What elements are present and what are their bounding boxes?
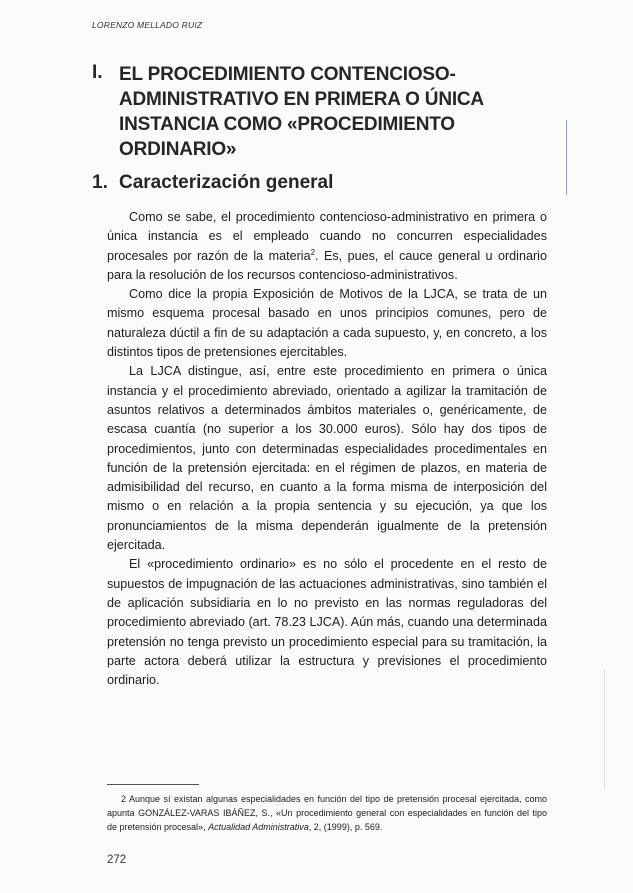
paragraph: La LJCA distingue, así, entre este procedimiento en primera o única instancia y el procedimiento abreviado, orientado a agilizar la tramitación de asuntos relativos a determinados ámbitos materiales o, genéricamente, de escasa cuantía (no superior a los 30.000 euros). Sólo hay dos tipos de procedimientos, junto con determinadas especialidades procedimentales en función de la pretensión ejercitada: en el régimen de plazos, en materia de admisibilidad del recurso, en cuanto a la forma misma de interposición del mismo o en relación a la propia sentencia y su ejecución, ya que los pronunciamientos de la misma dependerán igualmente de la pretensión ejercitada.: [107, 364, 547, 553]
paragraph: Como dice la propia Exposición de Motivos de la LJCA, se trata de un mismo esquema procesal basado en unos principios comunes, pero de naturaleza dúctil a fin de su adaptación a cada supuesto, y, en concreto, a los distintos tipos de pretensiones ejercitables.: [107, 287, 547, 360]
section-number: 1.: [92, 172, 108, 193]
running-head: LORENZO MELLADO RUIZ: [92, 20, 203, 30]
footnote: [107, 792, 547, 834]
footnote-number: 2: [121, 794, 127, 804]
footnote-reference[interactable]: 2: [310, 247, 316, 257]
chapter-number: I.: [92, 62, 103, 83]
chapter-title: EL PROCEDIMIENTO CONTENCIOSO-ADMINISTRATIVO EN PRIMERA O ÚNICA INSTANCIA COMO «PROCEDIMIENTO ORDINARIO»: [119, 64, 484, 160]
footnote-text: Aunque sí existan algunas especialidades en función del tipo de pretensión procesal ejercitada, como apunta GONZÁLEZ-VARAS IBÁÑEZ, S., «Un procedimiento general con especialidades en función del tipo de pretensión procesal»,: [107, 794, 547, 832]
paragraph-text: . Es, pues, el cauce general u ordinario para la resolución de los recursos contencioso-administrativos.: [107, 248, 547, 282]
paragraph-text: Como se sabe, el procedimiento contencioso-administrativo en primera o única instancia es el empleado cuando no concurren especialidades procesales por razón de la materia: [107, 210, 547, 263]
paragraph: [107, 208, 547, 285]
chapter-heading: [92, 62, 572, 162]
section-title: Caracterización general: [119, 172, 334, 193]
page-edge-shadow: [604, 670, 605, 790]
body-text: [107, 208, 547, 690]
margin-mark: [566, 120, 567, 195]
page-number: 272: [107, 854, 127, 866]
footnote-journal: Actualidad Administrativa: [208, 822, 309, 832]
section-heading: [92, 172, 333, 194]
footnote-separator: [107, 784, 199, 785]
paragraph: El «procedimiento ordinario» es no sólo el procedente en el resto de supuestos de impugnación de las actuaciones administrativas, sino también el de aplicación subsidiaria en lo no previsto en las normas reguladoras del procedimiento abreviado (art. 78.23 LJCA). Aún más, cuando una determinada pretensión no tenga previsto un procedimiento especial para su tramitación, la parte actora deberá utilizar la estructura y previsiones el procedimiento ordinario.: [107, 557, 547, 688]
footnote-text-end: , 2, (1999), p. 569.: [308, 822, 383, 832]
